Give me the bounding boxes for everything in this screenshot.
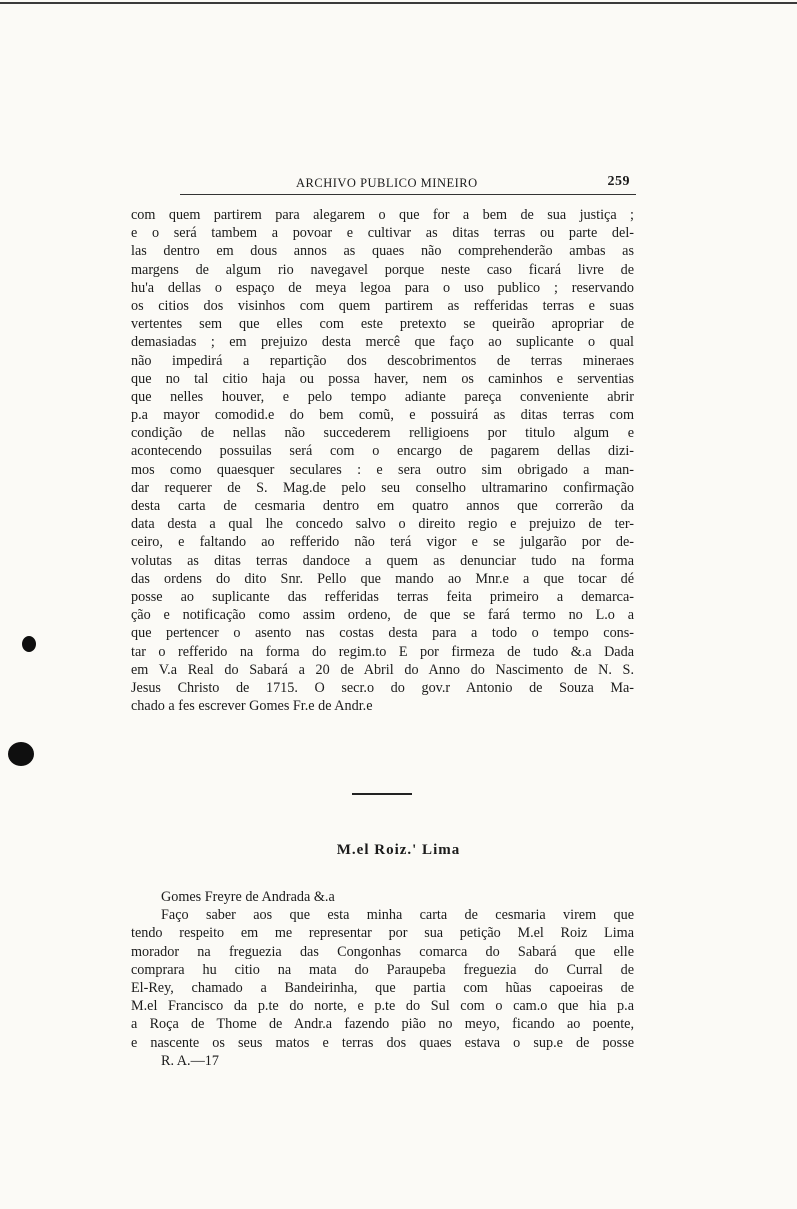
page-top-edge: [0, 2, 797, 4]
ink-blot: [22, 636, 36, 652]
text-line: os citios dos visinhos com quem partirem as refferidas terras e suas: [131, 297, 634, 314]
header-rule: [180, 194, 636, 195]
page-number: 259: [607, 174, 630, 189]
paragraph-sesmaria: [131, 888, 634, 1070]
text-line: com quem partirem para alegarem o que for a bem de sua justiça ;: [131, 207, 634, 223]
text-line: e o será tambem a povoar e cultivar as ditas terras ou parte del-: [131, 225, 634, 242]
text-line: volutas as ditas terras dandoce a quem as denunciar tudo na forma: [131, 552, 634, 569]
text-line: ceiro, e faltando ao refferido não terá vigor e se julgarão por de-: [131, 534, 634, 551]
text-line: vertentes sem que elles com este pretexto se queirão apropriar de: [131, 316, 634, 333]
text-line: morador na freguezia das Congonhas comarca do Sabará que elle: [131, 943, 634, 960]
text-line: acontecendo possuilas será com o encargo de pagarem dellas dizi-: [131, 443, 634, 460]
text-line: comprara hu citio na mata do Paraupeba freguezia do Curral de: [131, 961, 634, 978]
text-line: tar o refferido na forma do regim.to E por firmeza de tudo &.a Dada: [131, 643, 634, 660]
text-line: data desta a qual lhe concedo salvo o direito regio e prejuizo de ter-: [131, 516, 634, 533]
text-line: condição de nellas não succederem relligioens por titulo algum e: [131, 425, 634, 442]
running-header-title: ARCHIVO PUBLICO MINEIRO: [296, 176, 478, 190]
paragraph-continuation: [131, 206, 634, 715]
text-line: hu'a dellas o espaço de meya legoa para o uso publico ; reservando: [131, 279, 634, 296]
text-line: que no tal citio haja ou possa haver, nem os caminhos e serventias: [131, 370, 634, 387]
text-line: ção e notificação como assim ordeno, de que se fará termo no L.o a: [131, 607, 634, 624]
text-line: chado a fes escrever Gomes Fr.e de Andr.e: [131, 698, 373, 715]
text-line: das ordens do dito Snr. Pello que mando ao Mnr.e a que tocar dé: [131, 570, 634, 587]
text-line: M.el Francisco da p.te do norte, e p.te do Sul com o cam.o que hia p.a: [131, 998, 634, 1015]
text-line: tendo respeito em me representar por sua petição M.el Roiz Lima: [131, 925, 634, 942]
running-header: [178, 170, 636, 190]
text-line: posse ao suplicante das refferidas terras feita primeiro a demarca-: [131, 588, 634, 605]
footer-signature: R. A.—17: [161, 1052, 219, 1069]
text-line: em V.a Real do Sabará a 20 de Abril do Anno do Nascimento de N. S.: [131, 661, 634, 678]
text-line: Gomes Freyre de Andrada &.a: [161, 889, 335, 905]
text-line: margens de algum rio navegavel porque neste caso ficará livre de: [131, 261, 634, 278]
section-title: M.el Roiz.' Lima: [336, 842, 461, 858]
text-line: e nascente os seus matos e terras dos quaes estava o sup.e de posse: [131, 1034, 634, 1051]
text-line: Faço saber aos que esta minha carta de cesmaria virem que: [161, 907, 634, 924]
text-line: El-Rey, chamado a Bandeirinha, que partia com hũas capoeiras de: [131, 979, 634, 996]
text-line: que pertencer o asento nas costas desta para a todo o tempo cons-: [131, 625, 634, 642]
text-line: las dentro em dous annos as quaes não comprehenderão ambas as: [131, 243, 634, 260]
text-line: Jesus Christo de 1715. O secr.o do gov.r Antonio de Souza Ma-: [131, 679, 634, 696]
text-line: demasiadas ; em prejuizo desta mercê que faço ao suplicante o qual: [131, 334, 634, 351]
text-line: dar requerer de S. Mag.de pelo seu conselho ultramarino confirmação: [131, 479, 634, 496]
text-line: p.a mayor comodid.e do bem comũ, e possuirá as ditas terras com: [131, 407, 634, 424]
text-line: a Roça de Thome de Andr.a fazendo pião no meyo, ficando ao poente,: [131, 1016, 634, 1033]
section-divider: [352, 793, 412, 795]
ink-blot: [8, 742, 34, 766]
text-line: desta carta de cesmaria dentro em quatro annos que correrão da: [131, 498, 634, 514]
text-line: mos como quaesquer seculares : e sera outro sim obrigado a man-: [131, 461, 634, 478]
text-line: que nelles houver, e pelo tempo adiante pareça conveniente abrir: [131, 388, 634, 405]
text-line: não impedirá a repartição dos descobrimentos de terras mineraes: [131, 352, 634, 369]
